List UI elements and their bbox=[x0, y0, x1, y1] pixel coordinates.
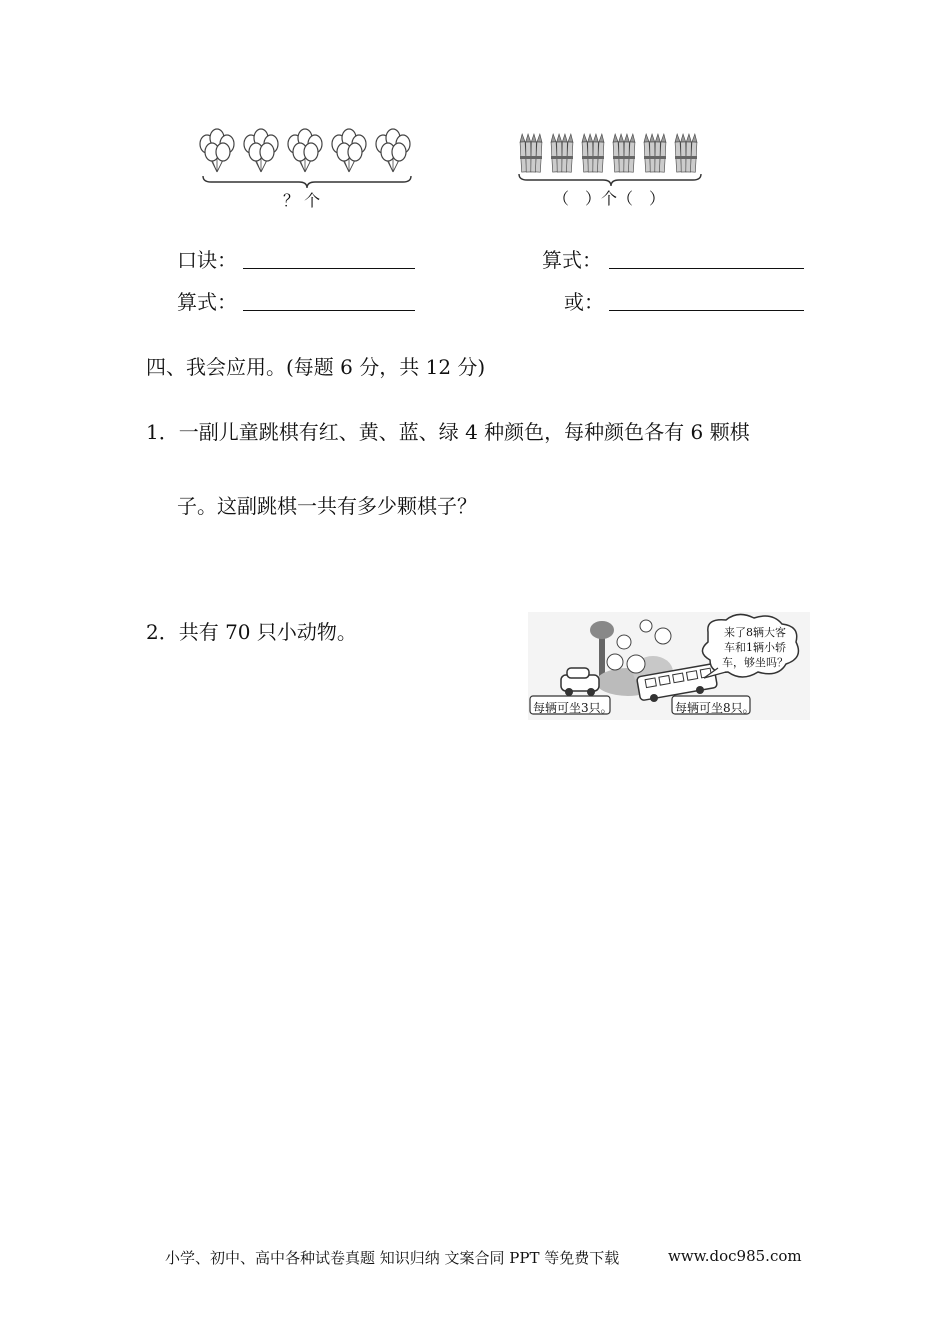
pencil-bundle-icon bbox=[582, 134, 605, 172]
left-label-2: 算式： bbox=[177, 290, 237, 314]
car-capacity-label: 每辆可坐3只。 bbox=[533, 701, 613, 715]
left-answer-line-1[interactable] bbox=[243, 268, 415, 269]
pencil-bundle-icon bbox=[675, 134, 698, 172]
balloon-group-icon bbox=[200, 129, 234, 172]
balloon-group-icon bbox=[376, 129, 410, 172]
right-answer-line-1[interactable] bbox=[609, 268, 804, 269]
balloons-figure bbox=[195, 128, 420, 210]
balloon-group-icon bbox=[288, 129, 322, 172]
section-heading: 四、我会应用。(每题 6 分，共 12 分) bbox=[146, 355, 486, 379]
animals-illustration bbox=[528, 612, 810, 720]
speech-line-2: 车和1辆小轿 bbox=[724, 641, 786, 654]
right-label-1: 算式： bbox=[542, 248, 602, 272]
speech-bubble-text bbox=[714, 625, 796, 670]
pencil-bundle-icon bbox=[644, 134, 667, 172]
balloons-brace bbox=[203, 176, 411, 188]
pencils-brace-label: （ ）个（ ） bbox=[553, 189, 666, 208]
left-answer-line-2[interactable] bbox=[243, 310, 415, 311]
balloons-brace-label: ？ 个 bbox=[283, 191, 321, 210]
question-2-text: 2．共有 70 只小动物。 bbox=[146, 620, 357, 644]
pencil-bundle-icon bbox=[551, 134, 574, 172]
speech-line-3: 车，够坐吗？ bbox=[722, 656, 788, 669]
pencil-bundle-icon bbox=[520, 134, 543, 172]
pencils-brace bbox=[519, 174, 701, 186]
bus-capacity-label: 每辆可坐8只。 bbox=[675, 701, 755, 715]
pencils-figure bbox=[515, 130, 710, 210]
left-label-1: 口诀： bbox=[177, 248, 237, 272]
pencil-bundle-icon bbox=[613, 134, 636, 172]
speech-line-1: 来了8辆大客 bbox=[724, 626, 786, 639]
question-1-line-2: 子。这副跳棋一共有多少颗棋子？ bbox=[177, 494, 477, 518]
footer-left-text: 小学、初中、高中各种试卷真题 知识归纳 文案合同 PPT 等免费下载 bbox=[165, 1249, 620, 1267]
balloon-group-icon bbox=[332, 129, 366, 172]
balloon-group-icon bbox=[244, 129, 278, 172]
question-1-line-1: 1．一副儿童跳棋有红、黄、蓝、绿 4 种颜色，每种颜色各有 6 颗棋 bbox=[146, 420, 750, 444]
right-answer-line-2[interactable] bbox=[609, 310, 804, 311]
footer-url[interactable]: www.doc985.com bbox=[668, 1247, 802, 1265]
right-label-2: 或： bbox=[564, 290, 604, 314]
